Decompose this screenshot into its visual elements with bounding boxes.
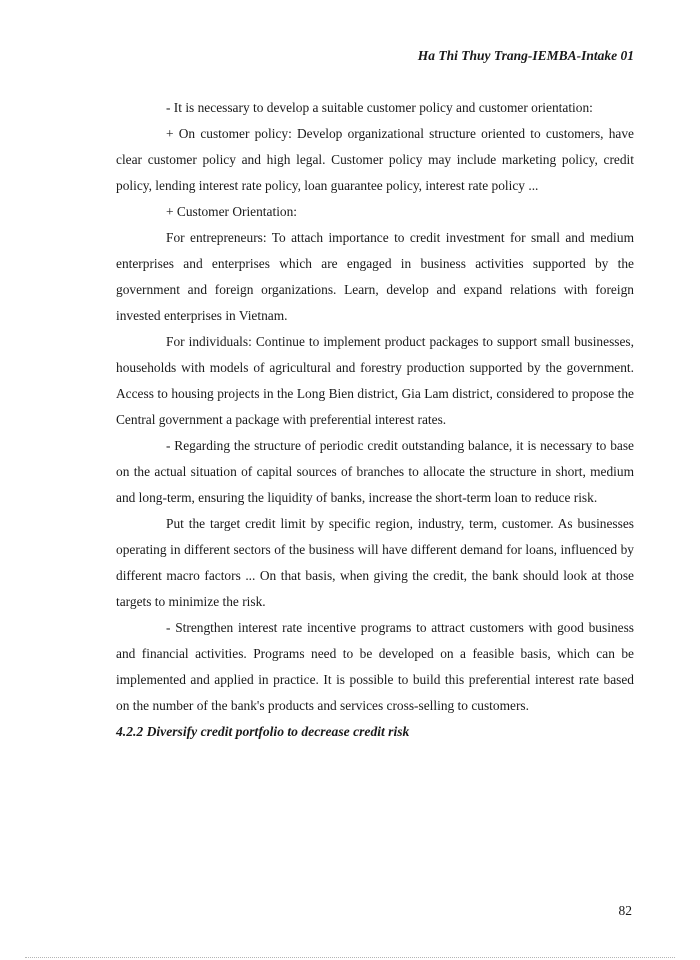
- paragraph: - Regarding the structure of periodic credit outstanding balance, it is necessary to base on the actual situation of capital sources of branches to allocate the structure in short, medium and long-term, ensuring the liquidity of banks, increase the short-term loan to reduce risk.: [116, 438, 634, 505]
- running-header: Ha Thi Thuy Trang-IEMBA-Intake 01: [417, 48, 634, 63]
- paragraph: + On customer policy: Develop organizational structure oriented to customers, have clear customer policy and high legal. Customer policy may include marketing policy, credit policy, lending interest rate policy, loan guarantee policy, interest rate policy ...: [116, 126, 634, 193]
- paragraph: For individuals: Continue to implement product packages to support small businesses, households with models of agricultural and forestry production supported by the government. Access to housing projects in the Long Bien district, Gia Lam district, considered to propose the Central government a package with preferential interest rates.: [116, 334, 634, 427]
- paragraph: - It is necessary to develop a suitable customer policy and customer orientation:: [166, 100, 593, 115]
- paragraph: + Customer Orientation:: [166, 204, 298, 219]
- page-number: 82: [618, 903, 632, 918]
- paragraph: - Strengthen interest rate incentive programs to attract customers with good business and financial activities. Programs need to be developed on a feasible basis, which can be implemented and applied in practice. It is possible to build this preferential interest rate based on the number of the bank's products and services cross-selling to customers.: [116, 620, 634, 713]
- paragraph: For entrepreneurs: To attach importance to credit investment for small and medium enterprises and enterprises which are engaged in business activities supported by the government and foreign organizations. Learn, develop and expand relations with foreign invested enterprises in Vietnam.: [116, 230, 634, 323]
- page-bottom-rule: [25, 957, 675, 958]
- section-heading: 4.2.2 Diversify credit portfolio to decrease credit risk: [116, 724, 410, 739]
- body-text: [116, 95, 634, 745]
- paragraph: Put the target credit limit by specific region, industry, term, customer. As businesses operating in different sectors of the business will have different demand for loans, influenced by different macro factors ... On that basis, when giving the credit, the bank should look at those targets to minimize the risk.: [116, 516, 634, 609]
